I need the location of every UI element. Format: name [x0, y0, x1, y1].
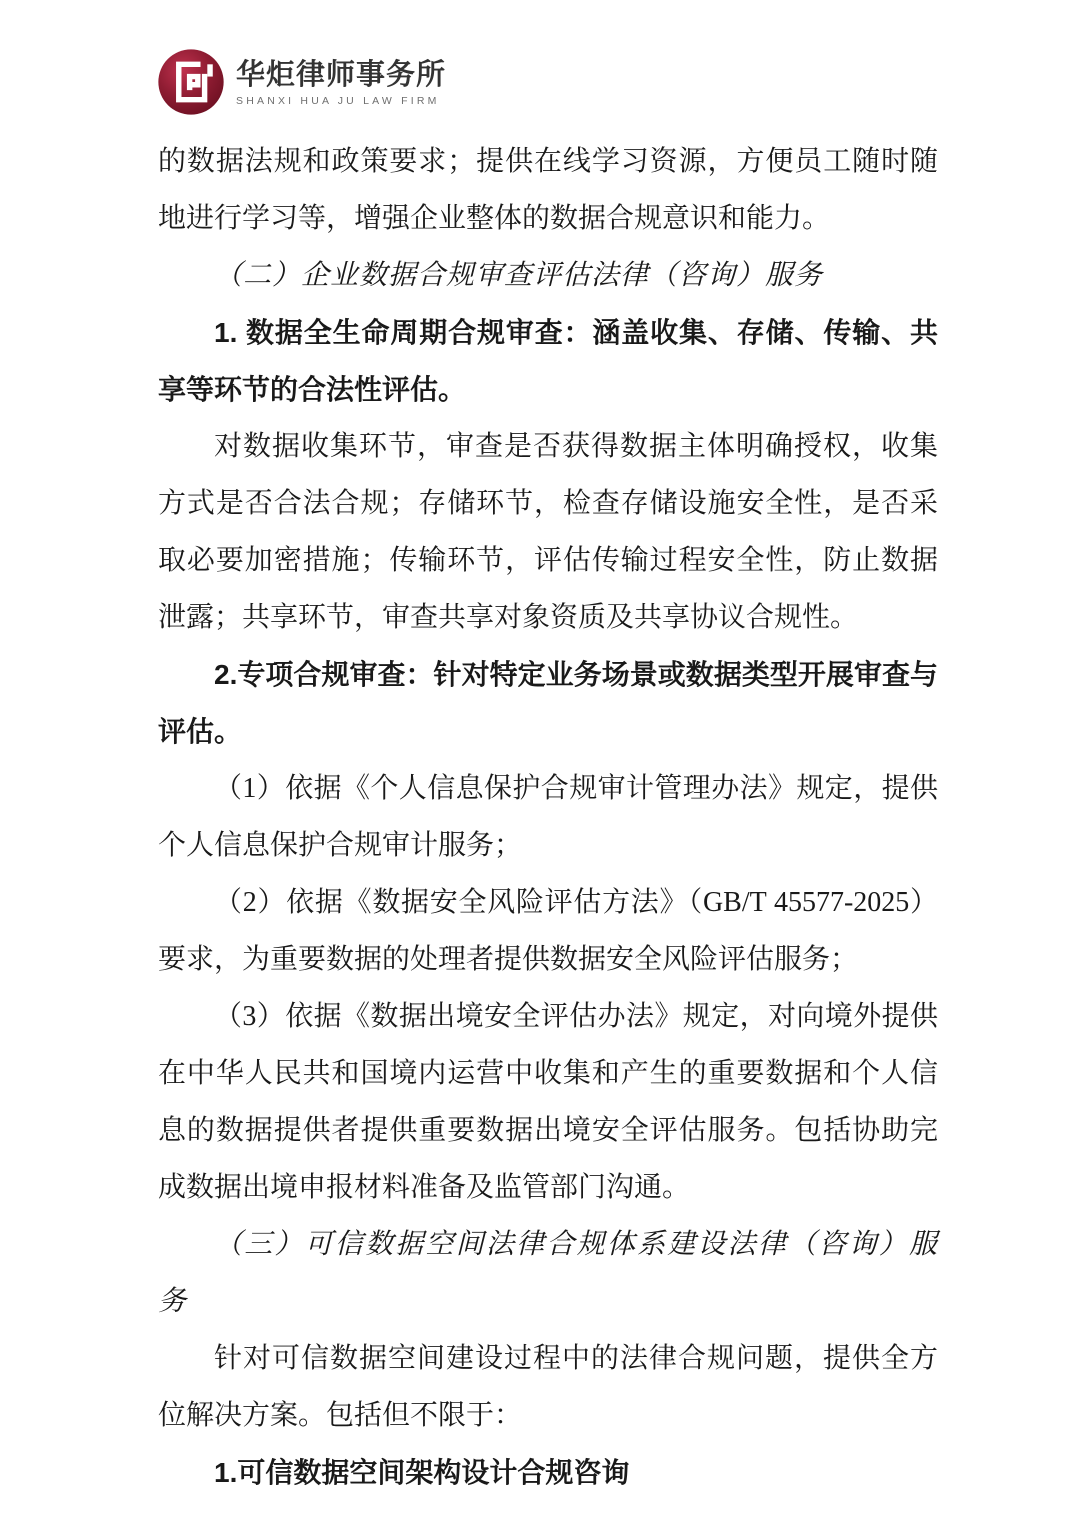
- letterhead: [157, 48, 446, 116]
- document-body: [158, 133, 938, 1501]
- firm-name-english: SHANXI HUA JU LAW FIRM: [236, 94, 440, 107]
- paragraph: 的数据法规和政策要求；提供在线学习资源，方便员工随时随地进行学习等，增强企业整体的数据合规意识和能力。: [158, 146, 938, 234]
- section-heading: 2.专项合规审查：针对特定业务场景或数据类型开展审查与评估。: [158, 659, 938, 747]
- law-firm-logo-icon: [157, 48, 225, 116]
- section-heading: （三）可信数据空间法律合规体系建设法律（咨询）服务: [158, 1229, 938, 1317]
- section-heading: 1.可信数据空间架构设计合规咨询: [214, 1457, 630, 1488]
- section-heading: （二）企业数据合规审查评估法律（咨询）服务: [214, 260, 824, 291]
- logo-text-block: [236, 58, 446, 107]
- paragraph: 对数据收集环节，审查是否获得数据主体明确授权，收集方式是否合法合规；存储环节，检查存储设施安全性，是否采取必要加密措施；传输环节，评估传输过程安全性，防止数据泄露；共享环节，审查共享对象资质及共享协议合规性。: [158, 431, 938, 633]
- section-heading: 1. 数据全生命周期合规审查：涵盖收集、存储、传输、共享等环节的合法性评估。: [158, 317, 938, 405]
- paragraph: （2）依据《数据安全风险评估方法》（GB/T 45577-2025）要求，为重要数据的处理者提供数据安全风险评估服务；: [158, 887, 938, 975]
- firm-name-chinese: 华炬律师事务所: [236, 58, 447, 91]
- paragraph: （1）依据《个人信息保护合规审计管理办法》规定，提供个人信息保护合规审计服务；: [158, 773, 938, 861]
- paragraph: 针对可信数据空间建设过程中的法律合规问题，提供全方位解决方案。包括但不限于：: [158, 1343, 938, 1431]
- paragraph: （3）依据《数据出境安全评估办法》规定，对向境外提供在中华人民共和国境内运营中收集和产生的重要数据和个人信息的数据提供者提供重要数据出境安全评估服务。包括协助完成数据出境申报材料准备及监管部门沟通。: [158, 1001, 938, 1203]
